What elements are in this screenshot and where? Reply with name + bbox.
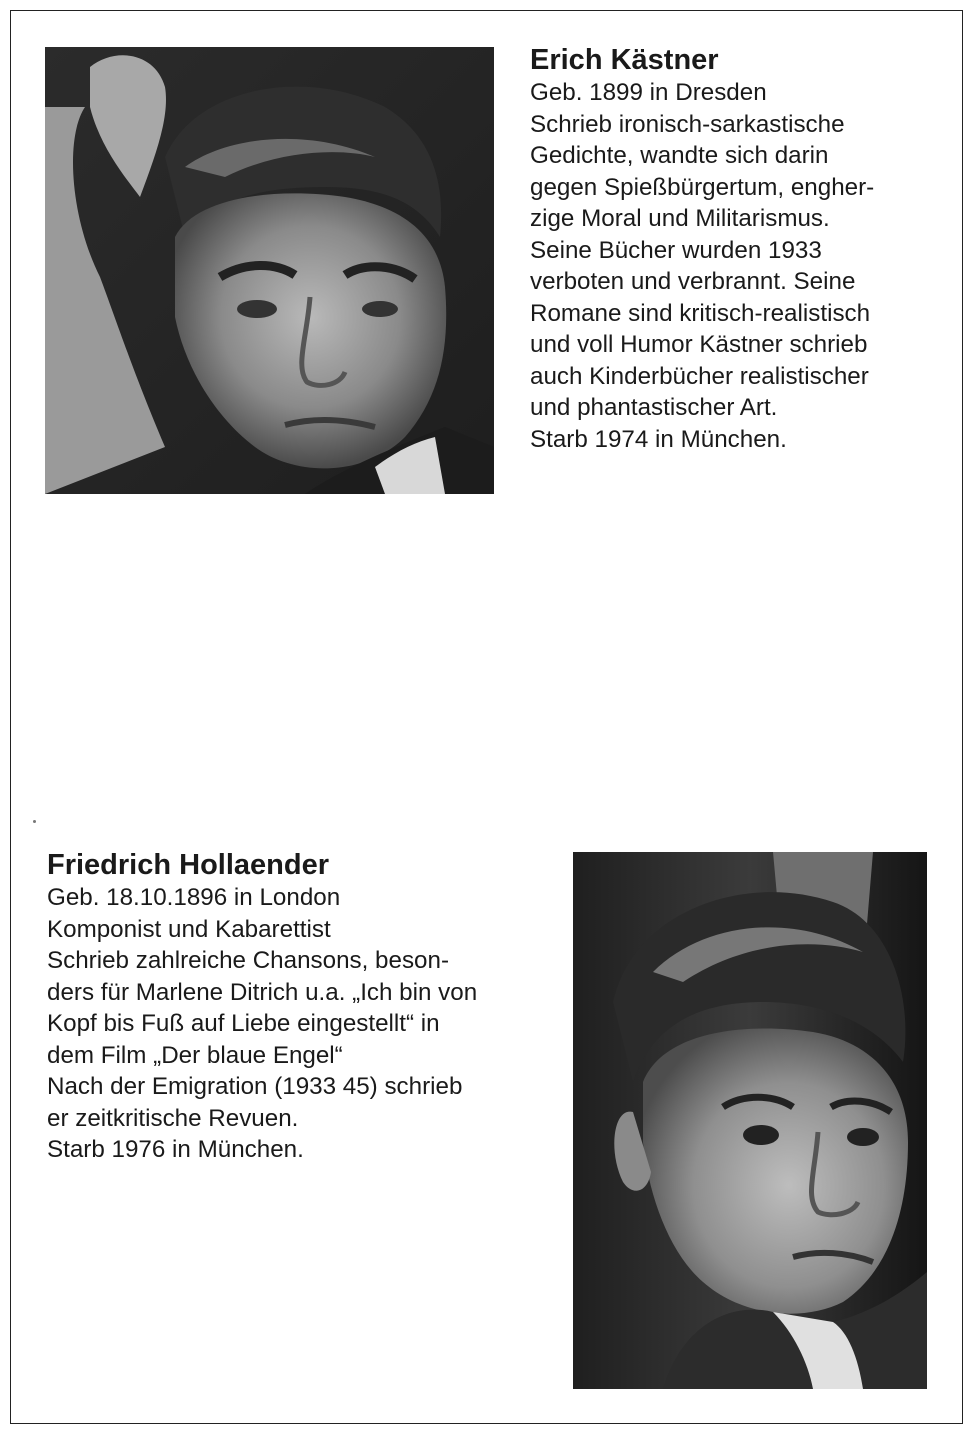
bio-line: Schrieb ironisch-sarkastische	[530, 110, 845, 138]
bio-line: Romane sind kritisch-realistisch	[530, 299, 871, 327]
bio-line: verboten und verbrannt. Seine	[530, 268, 856, 295]
bio-line: Nach der Emigration (1933 45) schrieb	[47, 1073, 463, 1100]
bio-name-kaestner: Erich Kästner	[530, 44, 719, 76]
bio-line: Schrieb zahlreiche Chansons, beson-	[47, 947, 450, 974]
bio-name-hollaender: Friedrich Hollaender	[47, 849, 330, 881]
bio-line: Kopf bis Fuß auf Liebe eingestellt“ in	[47, 1010, 440, 1037]
bio-line: und voll Humor Kästner schrieb	[530, 331, 868, 358]
bio-line: Komponist und Kabarettist	[47, 915, 331, 943]
bio-hollaender	[47, 848, 477, 1166]
bio-line: gegen Spießbürgertum, engher-	[530, 173, 875, 201]
bio-line: auch Kinderbücher realistischer	[530, 362, 869, 390]
bio-kaestner	[530, 43, 874, 455]
bio-line: Starb 1974 in München.	[530, 425, 787, 453]
bio-line: dem Film „Der blaue Engel“	[47, 1041, 343, 1069]
bio-line: Starb 1976 in München.	[47, 1136, 304, 1163]
bio-line: er zeitkritische Revuen.	[47, 1104, 299, 1132]
bio-line: Geb. 1899 in Dresden	[530, 79, 767, 106]
scan-speck	[33, 820, 36, 823]
bio-line: Seine Bücher wurden 1933	[530, 236, 822, 264]
bio-line: und phantastischer Art.	[530, 394, 778, 421]
portrait-photo-kaestner	[45, 47, 494, 494]
bio-line: Gedichte, wandte sich darin	[530, 142, 829, 169]
bio-line: zige Moral und Militarismus.	[530, 205, 830, 232]
bio-line: ders für Marlene Ditrich u.a. „Ich bin von	[47, 978, 478, 1006]
portrait-photo-hollaender	[573, 852, 927, 1389]
bio-line: Geb. 18.10.1896 in London	[47, 884, 341, 911]
